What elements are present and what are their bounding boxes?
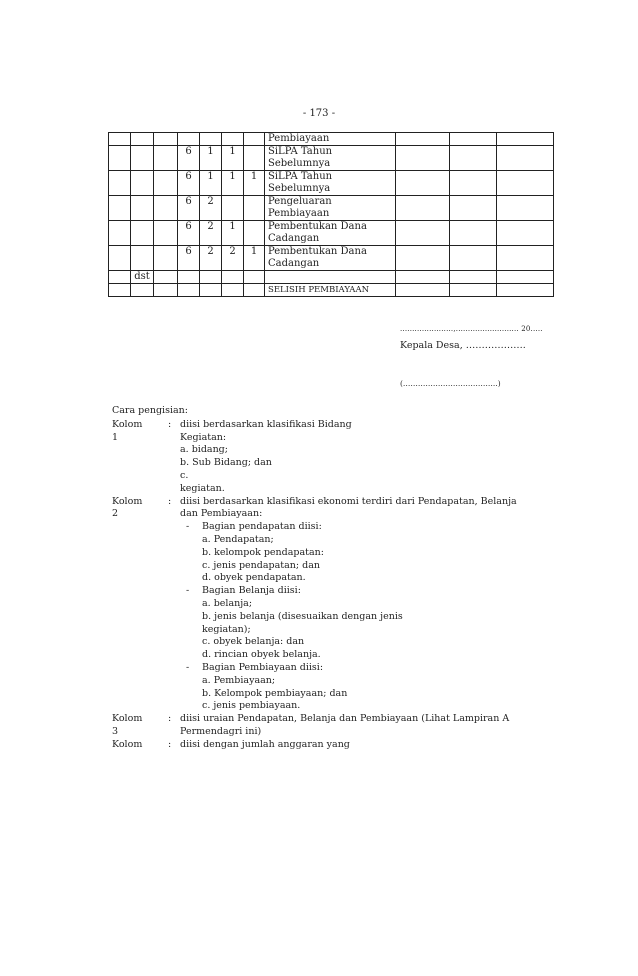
code-cell	[109, 221, 131, 246]
kolom-1-entry	[112, 419, 552, 496]
group-item: b. Kelompok pembiayaan; dan	[202, 687, 348, 699]
kolom-1-label	[112, 419, 168, 496]
kolom-4-label	[112, 739, 168, 752]
group-item: b. kelompok pendapatan:	[202, 546, 324, 558]
kolom-3-entry	[112, 713, 552, 739]
kolom-3-description	[180, 713, 552, 739]
kolom-4-entry	[112, 739, 552, 752]
code-cell	[154, 146, 178, 171]
code-cell: 6	[178, 221, 200, 246]
code-cell	[497, 221, 554, 246]
summary-row	[109, 284, 554, 297]
description-line: Pembiayaan	[268, 133, 330, 144]
group-heading: Bagian Belanja diisi:	[202, 585, 301, 597]
kolom-3-line: diisi uraian Pendapatan, Belanja dan Pembiayaan (Lihat Lampiran A	[180, 713, 510, 725]
code-cell	[396, 146, 450, 171]
group-item: a. Pendapatan;	[202, 533, 274, 545]
description-cell	[265, 196, 396, 221]
group-item: a. belanja;	[202, 597, 253, 609]
code-cell	[450, 133, 497, 146]
table-row	[109, 133, 554, 146]
code-cell	[497, 133, 554, 146]
description-line: Cadangan	[268, 258, 320, 269]
description-line: Cadangan	[268, 233, 320, 244]
code-cell	[244, 133, 265, 146]
description-line: Pembentukan Dana	[268, 221, 367, 232]
code-cell	[396, 171, 450, 196]
code-cell	[154, 196, 178, 221]
description-line: Sebelumnya	[268, 158, 331, 169]
code-cell	[131, 221, 154, 246]
description-line: Pengeluaran	[268, 196, 332, 207]
code-cell	[497, 196, 554, 221]
kolom-2-intro-line: diisi berdasarkan klasifikasi ekonomi terdiri dari Pendapatan, Belanja	[180, 495, 517, 507]
kolom-3-label	[112, 713, 168, 739]
code-cell	[450, 221, 497, 246]
kolom-1-line: diisi berdasarkan klasifikasi Bidang	[180, 418, 352, 430]
kolom-2-label-number: 2	[112, 508, 119, 520]
code-cell	[497, 171, 554, 196]
pendapatan-group	[186, 521, 552, 585]
code-cell	[222, 196, 244, 221]
description-line: Pembentukan Dana	[268, 246, 367, 257]
code-cell	[497, 146, 554, 171]
table-row	[109, 246, 554, 271]
code-cell	[396, 133, 450, 146]
description-cell	[265, 133, 396, 146]
kolom-1-label-number: 1	[112, 431, 119, 443]
pembiayaan-group	[186, 662, 552, 713]
group-item: d. obyek pendapatan.	[202, 572, 306, 584]
bullet-dash: -	[186, 585, 190, 597]
empty-cell	[450, 284, 497, 297]
budget-table	[108, 132, 554, 297]
code-cell	[109, 246, 131, 271]
code-cell	[450, 146, 497, 171]
code-cell	[244, 196, 265, 221]
code-cell	[109, 146, 131, 171]
code-cell	[154, 246, 178, 271]
code-cell	[109, 271, 131, 284]
empty-cell	[154, 284, 178, 297]
kolom-1-line: kegiatan.	[180, 482, 225, 494]
kolom-1-description	[180, 419, 552, 496]
empty-cell	[222, 284, 244, 297]
kolom-2-entry	[112, 496, 552, 714]
code-cell: 6	[178, 171, 200, 196]
code-cell	[450, 196, 497, 221]
code-cell: 2	[200, 221, 222, 246]
code-cell	[244, 271, 265, 284]
code-cell: 2	[222, 246, 244, 271]
code-cell: 6	[178, 246, 200, 271]
kolom-3-line: Permendagri ini)	[180, 725, 262, 737]
code-cell: 6	[178, 196, 200, 221]
group-heading: Bagian pendapatan diisi:	[202, 521, 322, 533]
code-cell	[109, 133, 131, 146]
instructions	[112, 405, 552, 752]
description-cell	[265, 246, 396, 271]
table-row	[109, 171, 554, 196]
code-cell: 2	[200, 246, 222, 271]
code-cell	[131, 146, 154, 171]
code-cell: 1	[244, 171, 265, 196]
code-cell	[497, 246, 554, 271]
code-cell	[200, 133, 222, 146]
code-cell	[396, 271, 450, 284]
code-cell	[178, 271, 200, 284]
code-cell: 1	[200, 146, 222, 171]
kolom-2-separator: :	[168, 495, 172, 507]
description-cell	[265, 171, 396, 196]
code-cell: 2	[200, 196, 222, 221]
code-cell: 6	[178, 146, 200, 171]
description-line: SiLPA Tahun	[268, 171, 333, 182]
description-cell	[265, 271, 396, 284]
description-cell	[265, 221, 396, 246]
kolom-3-separator: :	[168, 713, 172, 725]
group-item: c. obyek belanja: dan	[202, 636, 305, 648]
kolom-1-line: Kegiatan:	[180, 431, 227, 443]
code-cell	[450, 246, 497, 271]
summary-label: SELISIH PEMBIAYAAN	[265, 284, 396, 297]
code-cell	[244, 221, 265, 246]
signature-date-line: ......................,.......................... 20.....	[400, 325, 543, 333]
group-item: a. Pembiayaan;	[202, 674, 276, 686]
kolom-3-label-word: Kolom	[112, 713, 143, 725]
table-row	[109, 146, 554, 171]
table-row	[109, 221, 554, 246]
bullet-dash: -	[186, 661, 190, 673]
code-cell	[131, 246, 154, 271]
code-cell	[131, 196, 154, 221]
instructions-heading: Cara pengisian:	[112, 405, 188, 416]
kolom-2-label-word: Kolom	[112, 495, 143, 507]
empty-cell	[396, 284, 450, 297]
code-cell	[450, 271, 497, 284]
code-cell	[396, 221, 450, 246]
group-item: d. rincian obyek belanja.	[202, 649, 321, 661]
kolom-2-label	[112, 496, 168, 714]
code-cell	[109, 196, 131, 221]
description-line: Sebelumnya	[268, 183, 331, 194]
code-cell: 1	[244, 246, 265, 271]
empty-cell	[109, 284, 131, 297]
empty-cell	[244, 284, 265, 297]
code-cell	[200, 271, 222, 284]
kolom-1-label-word: Kolom	[112, 418, 143, 430]
code-cell	[497, 271, 554, 284]
empty-cell	[497, 284, 554, 297]
empty-cell	[200, 284, 222, 297]
kolom-1-line: c.	[180, 469, 189, 481]
kolom-2-description	[180, 496, 552, 714]
code-cell	[131, 133, 154, 146]
group-item: c. jenis pendapatan; dan	[202, 559, 320, 571]
code-cell	[396, 246, 450, 271]
kolom-1-line: a. bidang;	[180, 444, 228, 456]
kolom-1-line: b. Sub Bidang; dan	[180, 457, 272, 469]
code-cell	[154, 221, 178, 246]
page-number: - 173 -	[302, 108, 336, 119]
code-cell	[244, 146, 265, 171]
kolom-4-label-word: Kolom	[112, 738, 143, 750]
belanja-group	[186, 585, 552, 662]
code-cell: 1	[222, 221, 244, 246]
group-item: kegiatan);	[202, 623, 251, 635]
description-line: SiLPA Tahun	[268, 146, 333, 157]
table-row	[109, 196, 554, 221]
code-cell: 1	[200, 171, 222, 196]
group-item: b. jenis belanja (disesuaikan dengan jenis	[202, 610, 403, 622]
code-cell	[222, 271, 244, 284]
kolom-2-intro-line: dan Pembiayaan:	[180, 508, 263, 520]
empty-cell	[178, 284, 200, 297]
code-cell	[178, 133, 200, 146]
kolom-4-line: diisi dengan jumlah anggaran yang	[180, 738, 350, 750]
group-item: c. jenis pembiayaan.	[202, 700, 301, 712]
kolom-4-description	[180, 739, 552, 752]
code-cell	[154, 271, 178, 284]
kolom-3-label-number: 3	[112, 725, 119, 737]
bullet-dash: -	[186, 521, 190, 533]
signature-name-line: (………………………………..)	[400, 379, 501, 388]
signature-title: Kepala Desa, ……………….	[400, 340, 526, 351]
code-cell	[154, 133, 178, 146]
kolom-1-separator: :	[168, 418, 172, 430]
kolom-4-separator: :	[168, 738, 172, 750]
empty-cell	[131, 284, 154, 297]
code-cell	[109, 171, 131, 196]
table-row	[109, 271, 554, 284]
code-cell	[131, 171, 154, 196]
code-cell: 1	[222, 146, 244, 171]
group-heading: Bagian Pembiayaan diisi:	[202, 661, 324, 673]
code-cell: dst	[131, 271, 154, 284]
code-cell: 1	[222, 171, 244, 196]
code-cell	[450, 171, 497, 196]
description-cell	[265, 146, 396, 171]
code-cell	[154, 171, 178, 196]
code-cell	[222, 133, 244, 146]
description-line: Pembiayaan	[268, 208, 330, 219]
code-cell	[396, 196, 450, 221]
